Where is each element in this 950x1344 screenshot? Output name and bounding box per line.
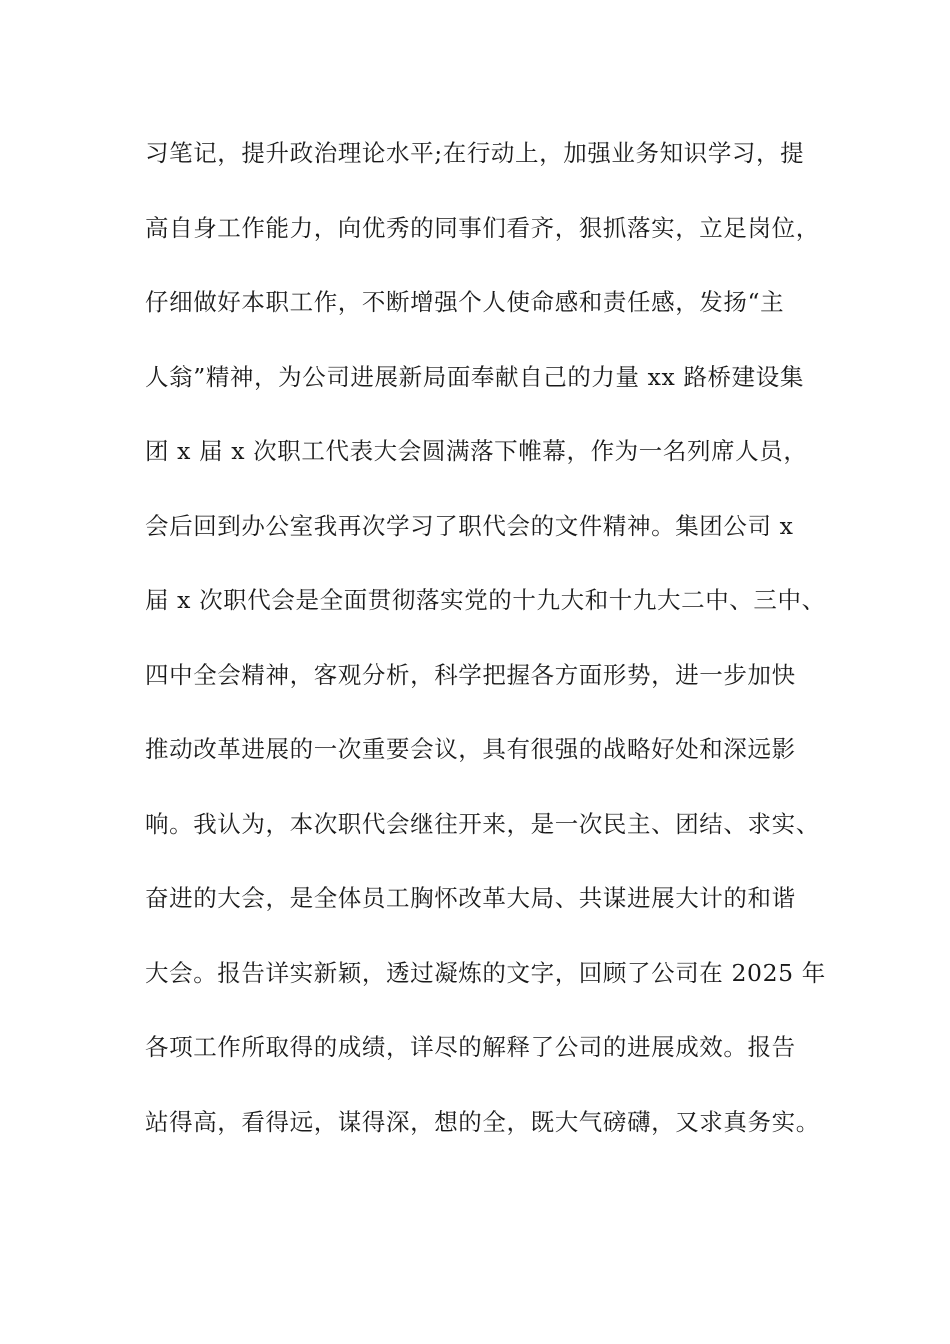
text-line: 响。我认为，本次职代会继往开来，是一次民主、团结、求实、 (145, 809, 820, 838)
text-line: 各项工作所取得的成绩，详尽的解释了公司的进展成效。报告 (145, 1033, 796, 1061)
body-text (145, 128, 826, 1171)
text-line: 推动改革进展的一次重要会议，具有很强的战略好处和深远影 (145, 735, 796, 763)
text-line: 习笔记，提升政治理论水平;在行动上，加强业务知识学习，提 (145, 139, 805, 167)
text-line: 奋进的大会，是全体员工胸怀改革大局、共谋进展大计的和谐 (145, 884, 796, 912)
text-line: 届 x 次职代会是全面贯彻落实党的十九大和十九大二中、三中、 (145, 586, 826, 614)
text-line: 会后回到办公室我再次学习了职代会的文件精神。集团公司 x (145, 511, 794, 540)
text-line: 大会。报告详实新颖，透过凝炼的文字，回顾了公司在 2025 年 (145, 958, 826, 987)
text-line: 团 x 届 x 次职工代表大会圆满落下帷幕，作为一名列席人员， (145, 437, 808, 465)
text-line: 站得高，看得远，谋得深，想的全，既大气磅礴，又求真务实。 (145, 1107, 820, 1136)
text-line: 高自身工作能力，向优秀的同事们看齐，狠抓落实，立足岗位， (145, 213, 820, 242)
text-line: 人翁”精神，为公司进展新局面奉献自己的力量 xx 路桥建设集 (145, 362, 804, 391)
text-line: 四中全会精神，客观分析，科学把握各方面形势，进一步加快 (145, 660, 796, 689)
text-line: 仔细做好本职工作，不断增强个人使命感和责任感，发扬“主 (145, 288, 785, 316)
